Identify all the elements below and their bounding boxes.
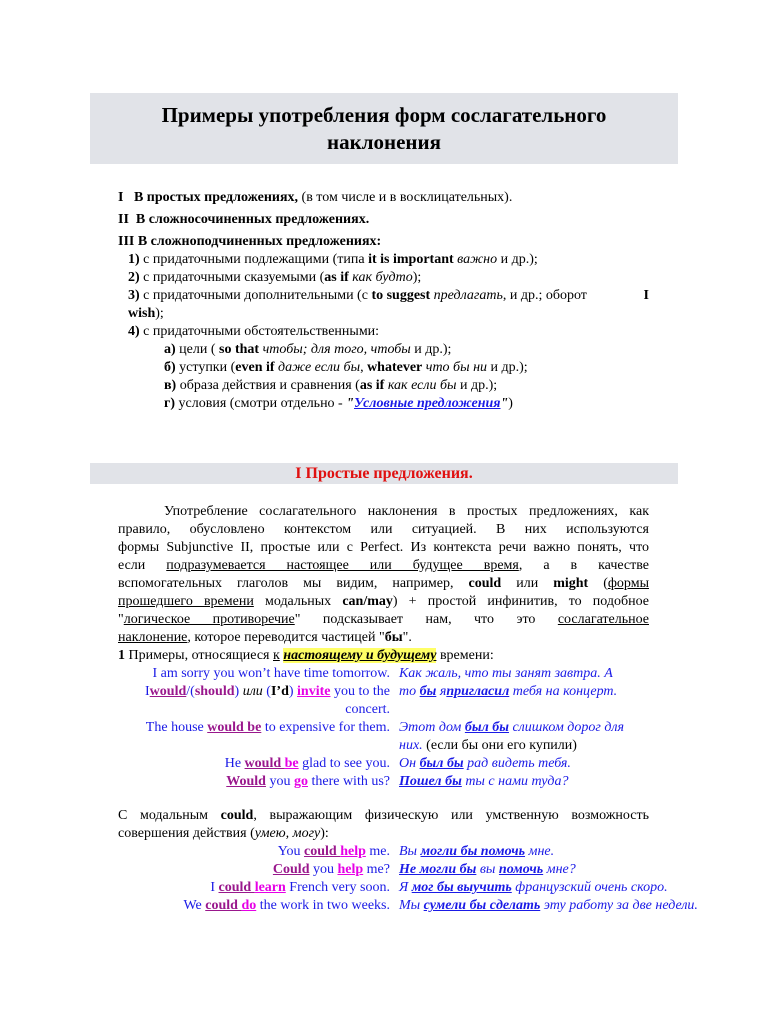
example-ru-1: Как жаль, что ты занят завтра. А <box>399 666 613 681</box>
examples-intro: 1 Примеры, относящиеся к настоящему и будущему времени: <box>118 648 494 663</box>
outline-sub-4b: б) уступки (even if даже если бы, whatever что бы ни и др.); <box>164 360 528 375</box>
para1-line3: формы Subjunctive II, простые или с Perfect. Из контекста речи важно понять, что <box>118 540 649 555</box>
outline-item-3: III В сложноподчиненных предложениях: <box>118 234 382 249</box>
outline-sub-4g: г) условия (смотри отдельно - "Условные предложения") <box>164 396 513 411</box>
outline-sub-3: 3) с придаточными дополнительными (с to suggest предлагать, и др.; оборот I <box>128 288 649 303</box>
could-example-en-1: You could help me. <box>277 844 390 859</box>
example-ru-4: Он был бы рад видеть тебя. <box>399 756 571 771</box>
outline-bold: В простых предложениях, <box>133 190 299 205</box>
para1-line5: вспомогательных глаголов мы видим, например, could или might (формы <box>118 576 649 591</box>
outline-sub-1: 1) с придаточными подлежащими (типа it is important важно и др.); <box>128 252 538 267</box>
could-example-en-3: I could learn French very soon. <box>210 880 390 895</box>
conditional-sentences-link[interactable]: Условные предложения <box>354 396 501 411</box>
could-example-ru-3: Я мог бы выучить французский очень скоро. <box>399 880 668 895</box>
para1-line4: если подразумевается настоящее или будущее время, а в качестве <box>118 558 650 573</box>
example-en-4: He would be glad to see you. <box>224 756 390 771</box>
para1-line1: Употребление сослагательного наклонения в простых предложениях, как <box>164 504 649 519</box>
section-heading: I Простые предложения. <box>90 463 678 484</box>
could-example-en-4: We could do the work in two weeks. <box>183 898 390 913</box>
para2-line2: совершения действия (умею, могу): <box>118 826 329 841</box>
outline-item-2 <box>118 211 369 229</box>
outline-text: (в том числе и в восклицательных). <box>298 190 513 205</box>
example-en-2-cont: concert. <box>345 702 390 717</box>
page-title-line2: наклонения <box>327 130 441 154</box>
para1-line2: правило, обусловлено контекстом или ситуацией. В них используются <box>118 522 649 537</box>
page-title-line1: Примеры употребления форм сослагательного <box>161 103 607 127</box>
outline-num: I <box>118 190 124 205</box>
could-example-ru-1: Вы могли бы помочь мне. <box>399 844 555 859</box>
could-example-ru-2: Не могли бы вы помочь мне? <box>399 862 576 877</box>
example-ru-2: то бы япригласил тебя на концерт. <box>399 684 618 699</box>
outline-item-1 <box>118 189 512 207</box>
para2-line1: С модальным could, выражающим физическую или умственную возможность <box>118 808 649 823</box>
example-en-3: The house would be to expensive for them. <box>145 720 390 735</box>
example-en-1: I am sorry you won’t have time tomorrow. <box>152 666 390 681</box>
outline-sub-4v: в) образа действия и сравнения (as if как если бы и др.); <box>164 378 498 393</box>
outline-sub-3-cont: wish); <box>128 306 164 321</box>
para1-line7: "логическое противоречие" подсказывает нам, что это сослагательное <box>118 612 649 627</box>
example-ru-5: Пошел бы ты с нами туда? <box>399 774 569 789</box>
title-banner <box>90 93 678 164</box>
para1-line8: наклонение, которое переводится частицей "бы". <box>118 630 412 645</box>
example-ru-3: Этот дом был бы слишком дорог для <box>399 720 625 735</box>
outline-sub-2: 2) с придаточными сказуемыми (as if как будто); <box>128 270 422 285</box>
example-en-2: Iwould/(should) или (I’d) invite you to the <box>145 684 390 699</box>
could-example-en-2: Could you help me? <box>272 862 390 877</box>
outline-sub-4a: а) цели ( so that чтобы; для того, чтобы и др.); <box>164 342 452 357</box>
outline-sub-4: 4) с придаточными обстоятельственными: <box>128 324 380 339</box>
could-example-ru-4: Мы сумели бы сделать эту работу за две недели. <box>399 898 698 913</box>
outline-bold: В сложносочиненных предложениях. <box>135 212 370 227</box>
outline-num: II <box>118 212 129 227</box>
example-en-5: Would you go there with us? <box>226 774 390 789</box>
para1-line6: прошедшего времени модальных can/may) + простой инфинитив, то подобное <box>118 594 650 609</box>
example-ru-3-cont: них. (если бы они его купили) <box>399 738 577 753</box>
